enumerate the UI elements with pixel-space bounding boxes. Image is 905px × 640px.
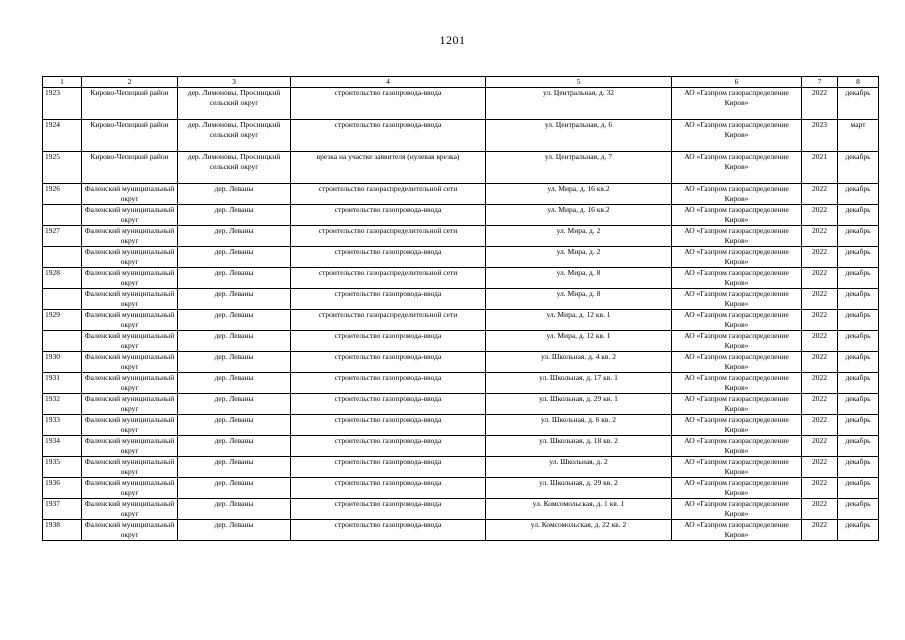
organization-cell: АО «Газпром газораспределение Киров» (672, 289, 802, 310)
table-row (43, 499, 879, 520)
row-number-cell: 1931 (43, 373, 82, 394)
month-cell: декабрь (838, 394, 879, 415)
locality-cell: дер. Леваны (178, 373, 291, 394)
organization-cell: АО «Газпром газораспределение Киров» (672, 184, 802, 205)
locality-cell: дер. Леваны (178, 352, 291, 373)
organization-cell: АО «Газпром газораспределение Киров» (672, 331, 802, 352)
column-header: 8 (838, 77, 879, 88)
month-cell: март (838, 120, 879, 152)
row-number-cell: 1932 (43, 394, 82, 415)
row-number-cell: 1934 (43, 436, 82, 457)
organization-cell: АО «Газпром газораспределение Киров» (672, 499, 802, 520)
year-cell: 2022 (802, 373, 838, 394)
locality-cell: дер. Леваны (178, 478, 291, 499)
column-header: 5 (486, 77, 672, 88)
table-row (43, 289, 879, 310)
organization-cell: АО «Газпром газораспределение Киров» (672, 478, 802, 499)
row-number-cell (43, 205, 82, 226)
organization-cell: АО «Газпром газораспределение Киров» (672, 120, 802, 152)
row-number-cell: 1926 (43, 184, 82, 205)
work-type-cell: строительство газопровода-ввода (291, 352, 486, 373)
organization-cell: АО «Газпром газораспределение Киров» (672, 373, 802, 394)
address-cell: ул. Школьная, д. 29 кв. 1 (486, 394, 672, 415)
row-number-cell: 1937 (43, 499, 82, 520)
district-cell: Фаленский муниципальный округ (82, 415, 178, 436)
work-type-cell: строительство газопровода-ввода (291, 373, 486, 394)
work-type-cell: строительство газопровода-ввода (291, 457, 486, 478)
locality-cell: дер. Леваны (178, 268, 291, 289)
work-type-cell: строительство газопровода-ввода (291, 415, 486, 436)
month-cell: декабрь (838, 88, 879, 120)
address-cell: ул. Мира, д. 8 (486, 289, 672, 310)
month-cell: декабрь (838, 457, 879, 478)
month-cell: декабрь (838, 499, 879, 520)
year-cell: 2022 (802, 247, 838, 268)
month-cell: декабрь (838, 184, 879, 205)
district-cell: Фаленский муниципальный округ (82, 289, 178, 310)
address-cell: ул. Школьная, д. 29 кв. 2 (486, 478, 672, 499)
district-cell: Фаленский муниципальный округ (82, 226, 178, 247)
district-cell: Фаленский муниципальный округ (82, 499, 178, 520)
work-type-cell: строительство газораспределительной сети (291, 184, 486, 205)
locality-cell: дер. Леваны (178, 415, 291, 436)
month-cell: декабрь (838, 520, 879, 541)
district-cell: Фаленский муниципальный округ (82, 205, 178, 226)
organization-cell: АО «Газпром газораспределение Киров» (672, 268, 802, 289)
work-type-cell: строительство газопровода-ввода (291, 247, 486, 268)
row-number-cell: 1936 (43, 478, 82, 499)
locality-cell: дер. Леваны (178, 436, 291, 457)
locality-cell: дер. Леваны (178, 226, 291, 247)
locality-cell: дер. Леваны (178, 247, 291, 268)
year-cell: 2023 (802, 120, 838, 152)
table-row (43, 205, 879, 226)
district-cell: Кирово-Чепецкий район (82, 152, 178, 184)
district-cell: Фаленский муниципальный округ (82, 520, 178, 541)
district-cell: Фаленский муниципальный округ (82, 394, 178, 415)
organization-cell: АО «Газпром газораспределение Киров» (672, 88, 802, 120)
column-header: 1 (43, 77, 82, 88)
row-number-cell: 1933 (43, 415, 82, 436)
table-row (43, 478, 879, 499)
district-cell: Фаленский муниципальный округ (82, 310, 178, 331)
gasification-table (42, 76, 879, 541)
row-number-cell (43, 331, 82, 352)
organization-cell: АО «Газпром газораспределение Киров» (672, 247, 802, 268)
row-number-cell: 1929 (43, 310, 82, 331)
month-cell: декабрь (838, 152, 879, 184)
year-cell: 2022 (802, 499, 838, 520)
year-cell: 2022 (802, 184, 838, 205)
address-cell: ул. Центральная, д. 7 (486, 152, 672, 184)
address-cell: ул. Мира, д. 12 кв. 1 (486, 331, 672, 352)
district-cell: Фаленский муниципальный округ (82, 457, 178, 478)
address-cell: ул. Школьная, д. 18 кв. 2 (486, 436, 672, 457)
locality-cell: дер. Леваны (178, 394, 291, 415)
work-type-cell: строительство газопровода-ввода (291, 289, 486, 310)
work-type-cell: строительство газопровода-ввода (291, 520, 486, 541)
year-cell: 2022 (802, 331, 838, 352)
year-cell: 2022 (802, 520, 838, 541)
row-number-cell (43, 247, 82, 268)
locality-cell: дер. Леваны (178, 499, 291, 520)
table-row (43, 152, 879, 184)
table-row (43, 184, 879, 205)
address-cell: ул. Школьная, д. 6 кв. 2 (486, 415, 672, 436)
year-cell: 2022 (802, 478, 838, 499)
month-cell: декабрь (838, 478, 879, 499)
locality-cell: дер. Леваны (178, 184, 291, 205)
year-cell: 2022 (802, 289, 838, 310)
address-cell: ул. Мира, д. 2 (486, 247, 672, 268)
row-number-cell: 1924 (43, 120, 82, 152)
year-cell: 2022 (802, 352, 838, 373)
address-cell: ул. Комсомольская, д. 22 кв. 2 (486, 520, 672, 541)
month-cell: декабрь (838, 247, 879, 268)
locality-cell: дер. Леваны (178, 457, 291, 478)
work-type-cell: строительство газопровода-ввода (291, 205, 486, 226)
organization-cell: АО «Газпром газораспределение Киров» (672, 226, 802, 247)
organization-cell: АО «Газпром газораспределение Киров» (672, 436, 802, 457)
month-cell: декабрь (838, 436, 879, 457)
table-row (43, 436, 879, 457)
table-row (43, 88, 879, 120)
organization-cell: АО «Газпром газораспределение Киров» (672, 205, 802, 226)
work-type-cell: строительство газопровода-ввода (291, 120, 486, 152)
column-header: 3 (178, 77, 291, 88)
month-cell: декабрь (838, 289, 879, 310)
row-number-cell: 1935 (43, 457, 82, 478)
work-type-cell: строительство газопровода-ввода (291, 331, 486, 352)
row-number-cell: 1930 (43, 352, 82, 373)
address-cell: ул. Мира, д. 8 (486, 268, 672, 289)
table-row (43, 226, 879, 247)
district-cell: Кирово-Чепецкий район (82, 120, 178, 152)
district-cell: Фаленский муниципальный округ (82, 478, 178, 499)
work-type-cell: строительство газораспределительной сети (291, 310, 486, 331)
organization-cell: АО «Газпром газораспределение Киров» (672, 415, 802, 436)
month-cell: декабрь (838, 331, 879, 352)
year-cell: 2022 (802, 415, 838, 436)
district-cell: Фаленский муниципальный округ (82, 247, 178, 268)
locality-cell: дер. Леваны (178, 289, 291, 310)
address-cell: ул. Школьная, д. 17 кв. 1 (486, 373, 672, 394)
month-cell: декабрь (838, 226, 879, 247)
year-cell: 2022 (802, 205, 838, 226)
year-cell: 2022 (802, 226, 838, 247)
locality-cell: дер. Лимоновы, Просницкий сельский округ (178, 88, 291, 120)
year-cell: 2021 (802, 152, 838, 184)
address-cell: ул. Школьная, д. 4 кв. 2 (486, 352, 672, 373)
table-row (43, 120, 879, 152)
district-cell: Кирово-Чепецкий район (82, 88, 178, 120)
year-cell: 2022 (802, 436, 838, 457)
district-cell: Фаленский муниципальный округ (82, 331, 178, 352)
row-number-cell (43, 289, 82, 310)
district-cell: Фаленский муниципальный округ (82, 352, 178, 373)
month-cell: декабрь (838, 352, 879, 373)
work-type-cell: строительство газораспределительной сети (291, 226, 486, 247)
column-header: 7 (802, 77, 838, 88)
column-header: 6 (672, 77, 802, 88)
column-header: 2 (82, 77, 178, 88)
organization-cell: АО «Газпром газораспределение Киров» (672, 152, 802, 184)
table-row (43, 310, 879, 331)
district-cell: Фаленский муниципальный округ (82, 436, 178, 457)
row-number-cell: 1927 (43, 226, 82, 247)
month-cell: декабрь (838, 310, 879, 331)
work-type-cell: врезка на участке заявителя (нулевая врезка) (291, 152, 486, 184)
locality-cell: дер. Леваны (178, 310, 291, 331)
table-row (43, 457, 879, 478)
work-type-cell: строительство газопровода-ввода (291, 499, 486, 520)
work-type-cell: строительство газораспределительной сети (291, 268, 486, 289)
year-cell: 2022 (802, 88, 838, 120)
address-cell: ул. Мира, д. 2 (486, 226, 672, 247)
address-cell: ул. Мира, д. 16 кв.2 (486, 205, 672, 226)
organization-cell: АО «Газпром газораспределение Киров» (672, 310, 802, 331)
work-type-cell: строительство газопровода-ввода (291, 88, 486, 120)
table-row (43, 373, 879, 394)
row-number-cell: 1938 (43, 520, 82, 541)
table-row (43, 415, 879, 436)
table-row (43, 247, 879, 268)
work-type-cell: строительство газопровода-ввода (291, 478, 486, 499)
month-cell: декабрь (838, 415, 879, 436)
district-cell: Фаленский муниципальный округ (82, 268, 178, 289)
column-header: 4 (291, 77, 486, 88)
organization-cell: АО «Газпром газораспределение Киров» (672, 394, 802, 415)
address-cell: ул. Комсомольская, д. 1 кв. 1 (486, 499, 672, 520)
organization-cell: АО «Газпром газораспределение Киров» (672, 520, 802, 541)
address-cell: ул. Школьная, д. 2 (486, 457, 672, 478)
organization-cell: АО «Газпром газораспределение Киров» (672, 352, 802, 373)
work-type-cell: строительство газопровода-ввода (291, 436, 486, 457)
row-number-cell: 1928 (43, 268, 82, 289)
address-cell: ул. Мира, д. 12 кв. 1 (486, 310, 672, 331)
table-row (43, 268, 879, 289)
year-cell: 2022 (802, 310, 838, 331)
district-cell: Фаленский муниципальный округ (82, 373, 178, 394)
address-cell: ул. Мира, д. 16 кв.2 (486, 184, 672, 205)
year-cell: 2022 (802, 394, 838, 415)
table-row (43, 394, 879, 415)
month-cell: декабрь (838, 205, 879, 226)
month-cell: декабрь (838, 373, 879, 394)
table-row (43, 520, 879, 541)
locality-cell: дер. Леваны (178, 520, 291, 541)
locality-cell: дер. Леваны (178, 205, 291, 226)
organization-cell: АО «Газпром газораспределение Киров» (672, 457, 802, 478)
column-number-row (43, 77, 879, 88)
table-row (43, 331, 879, 352)
address-cell: ул. Центральная, д. 32 (486, 88, 672, 120)
year-cell: 2022 (802, 268, 838, 289)
row-number-cell: 1923 (43, 88, 82, 120)
district-cell: Фаленский муниципальный округ (82, 184, 178, 205)
table-row (43, 352, 879, 373)
row-number-cell: 1925 (43, 152, 82, 184)
page-number: 1201 (439, 33, 466, 47)
locality-cell: дер. Леваны (178, 331, 291, 352)
locality-cell: дер. Лимоновы, Просницкий сельский округ (178, 152, 291, 184)
locality-cell: дер. Лимоновы, Просницкий сельский округ (178, 120, 291, 152)
work-type-cell: строительство газопровода-ввода (291, 394, 486, 415)
address-cell: ул. Центральная, д. 6 (486, 120, 672, 152)
month-cell: декабрь (838, 268, 879, 289)
year-cell: 2022 (802, 457, 838, 478)
